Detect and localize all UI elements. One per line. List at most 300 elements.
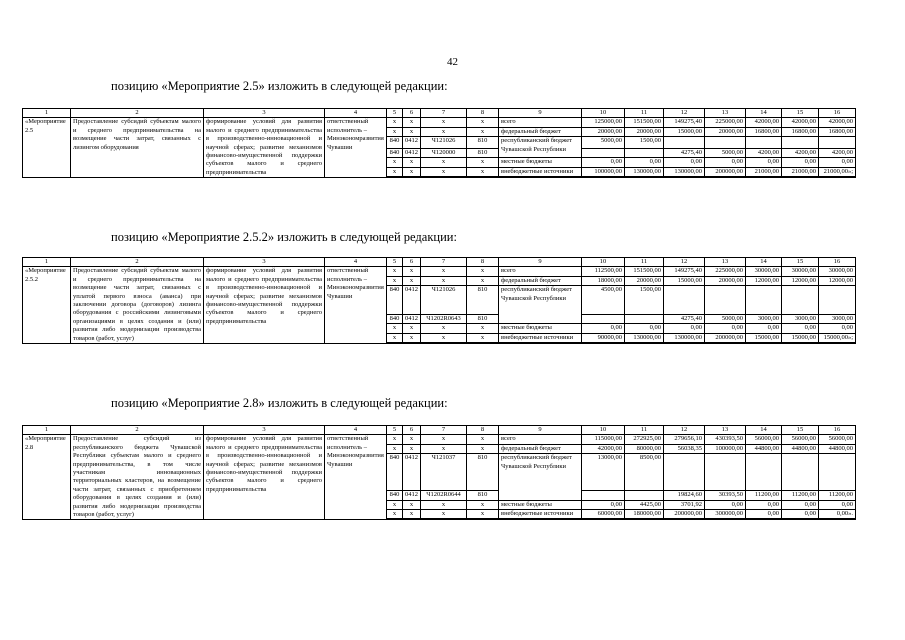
amount-cell: 4500,00 <box>582 286 625 315</box>
code-cell: x <box>421 444 467 453</box>
table-row <box>23 118 856 127</box>
amount-cell <box>819 137 856 149</box>
amount-cell: 5000,00 <box>705 149 746 158</box>
code-cell: Ч120000 <box>421 149 467 158</box>
empty-cell <box>625 177 664 178</box>
empty-cell <box>664 177 705 178</box>
amount-cell: 30000,00 <box>746 267 782 276</box>
amount-cell <box>705 454 746 491</box>
empty-cell <box>705 177 746 178</box>
amount-cell: 20000,00 <box>582 127 625 136</box>
empty-cell <box>782 177 819 178</box>
amount-cell: 200000,00 <box>705 333 746 342</box>
amount-cell: 11200,00 <box>746 491 782 500</box>
header-cell: 1 <box>23 109 71 118</box>
funding-source-cell: республиканский бюджет Чувашской Республики <box>499 454 582 500</box>
empty-cell <box>421 343 467 344</box>
measure-table <box>22 108 856 178</box>
amount-cell: 56000,00 <box>746 435 782 444</box>
empty-cell <box>705 519 746 520</box>
amount-cell: 0,00 <box>705 500 746 509</box>
header-cell: 5 <box>387 426 403 435</box>
amount-cell: 11200,00 <box>782 491 819 500</box>
header-cell: 5 <box>387 109 403 118</box>
header-cell: 14 <box>746 426 782 435</box>
amount-cell: 0,00 <box>819 324 856 333</box>
code-cell: x <box>403 435 421 444</box>
empty-cell <box>705 343 746 344</box>
amount-cell <box>746 454 782 491</box>
header-cell: 6 <box>403 109 421 118</box>
amount-cell: 100000,00 <box>705 444 746 453</box>
funding-source-cell: республиканский бюджет Чувашской Республики <box>499 137 582 158</box>
table-row <box>23 267 856 276</box>
header-row <box>23 258 856 267</box>
header-cell: 2 <box>71 109 204 118</box>
measure-goal-cell: формирование условий для развития малого и среднего предпринимательства в производственно-инновационной и научной сферах; развитие механизмов финансово-имущественной поддержки субъектов малого и среднего предпринимательства <box>204 267 325 344</box>
amount-cell: 125000,00 <box>582 118 625 127</box>
amount-cell <box>819 454 856 491</box>
heading-measure-2-5: позицию «Мероприятие 2.5» изложить в следующей редакции: <box>111 79 448 93</box>
amount-cell: 0,00 <box>664 324 705 333</box>
amount-cell: 4200,00 <box>782 149 819 158</box>
amount-cell: 112500,00 <box>582 267 625 276</box>
code-cell: x <box>421 333 467 342</box>
header-cell: 1 <box>23 258 71 267</box>
code-cell: x <box>387 167 403 176</box>
funding-source-cell: республиканский бюджет Чувашской Республики <box>499 286 582 324</box>
amount-cell <box>664 454 705 491</box>
code-cell: x <box>467 444 499 453</box>
code-cell: x <box>421 167 467 176</box>
code-cell: x <box>387 324 403 333</box>
code-cell: x <box>467 324 499 333</box>
amount-cell: 5000,00 <box>582 137 625 149</box>
header-cell: 9 <box>499 109 582 118</box>
amount-cell: 16800,00 <box>782 127 819 136</box>
amount-cell: 3701,92 <box>664 500 705 509</box>
code-cell: 0412 <box>403 286 421 315</box>
header-cell: 9 <box>499 258 582 267</box>
code-cell: 840 <box>387 149 403 158</box>
amount-cell: 115000,00 <box>582 435 625 444</box>
code-cell: x <box>421 276 467 285</box>
amount-cell: 130000,00 <box>664 333 705 342</box>
header-cell: 11 <box>625 109 664 118</box>
header-cell: 11 <box>625 258 664 267</box>
empty-cell <box>819 343 856 344</box>
amount-cell: 8500,00 <box>625 454 664 491</box>
amount-cell: 12000,00 <box>746 276 782 285</box>
empty-cell <box>782 519 819 520</box>
code-cell: x <box>403 158 421 167</box>
code-cell: x <box>387 500 403 509</box>
header-cell: 6 <box>403 258 421 267</box>
header-cell: 12 <box>664 258 705 267</box>
empty-cell <box>582 519 625 520</box>
amount-cell: 3000,00 <box>746 314 782 323</box>
amount-cell: 0,00 <box>625 158 664 167</box>
measure-table <box>22 257 856 344</box>
header-cell: 6 <box>403 426 421 435</box>
amount-cell: 0,00 <box>782 324 819 333</box>
funding-source-cell: всего <box>499 267 582 276</box>
amount-cell <box>582 314 625 323</box>
code-cell: x <box>403 333 421 342</box>
code-cell: x <box>387 333 403 342</box>
amount-cell: 225000,00 <box>705 118 746 127</box>
measure-description-cell: Предоставление субсидий субъектам малого и среднего предпринимательства на возмещение части затрат, связанных с уплатой первого взноса (аванса) при заключении договора (договоров) лизинга оборудования с российскими лизинговыми организациями в целях создания и (или) развития либо модернизации производства товаров (работ, услуг) <box>71 267 204 344</box>
code-cell: x <box>421 500 467 509</box>
code-cell: 810 <box>467 454 499 491</box>
code-cell: x <box>421 324 467 333</box>
amount-cell: 200000,00 <box>664 510 705 519</box>
code-cell: x <box>467 267 499 276</box>
code-cell: x <box>421 127 467 136</box>
amount-cell: 1500,00 <box>625 137 664 149</box>
code-cell: 0412 <box>403 454 421 491</box>
empty-cell <box>625 519 664 520</box>
header-cell: 10 <box>582 258 625 267</box>
amount-cell <box>705 286 746 315</box>
code-cell: x <box>421 118 467 127</box>
code-cell: x <box>421 510 467 519</box>
code-cell: x <box>467 118 499 127</box>
code-cell: x <box>387 510 403 519</box>
code-cell: x <box>403 127 421 136</box>
amount-cell: 56000,00 <box>819 435 856 444</box>
amount-cell: 430393,50 <box>705 435 746 444</box>
amount-cell: 300000,00 <box>705 510 746 519</box>
amount-cell: 0,00 <box>746 158 782 167</box>
code-cell: x <box>403 167 421 176</box>
code-cell: x <box>467 435 499 444</box>
header-cell: 7 <box>421 109 467 118</box>
measure-description-cell: Предоставление субсидий из республиканского бюджета Чувашской Республики субъектам малого и среднего предпринимательства, в том числе участникам инновационных территориальных кластеров, на возмещение части затрат, связанных с приобретением оборудования в целях создания и (или) развития либо модернизации производства товаров (работ, услуг) <box>71 435 204 520</box>
code-cell: x <box>467 158 499 167</box>
amount-cell: 15000,00 <box>664 276 705 285</box>
code-cell: 810 <box>467 491 499 500</box>
amount-cell: 272925,00 <box>625 435 664 444</box>
amount-cell: 130000,00 <box>664 167 705 176</box>
funding-source-cell: местные бюджеты <box>499 500 582 509</box>
funding-source-cell: внебюджетные источники <box>499 167 582 176</box>
amount-cell: 13000,00 <box>582 454 625 491</box>
amount-cell: 0,00 <box>819 158 856 167</box>
amount-cell: 30000,00 <box>782 267 819 276</box>
header-cell: 2 <box>71 258 204 267</box>
amount-cell: 4275,40 <box>664 314 705 323</box>
amount-cell: 12000,00 <box>819 276 856 285</box>
amount-cell: 56038,35 <box>664 444 705 453</box>
code-cell: 0412 <box>403 491 421 500</box>
empty-cell <box>625 343 664 344</box>
empty-cell <box>746 177 782 178</box>
executor-cell: ответственный исполнитель – Минэкономразвития Чувашии <box>325 267 387 344</box>
amount-cell: 151500,00 <box>625 118 664 127</box>
amount-cell: 0,00 <box>582 158 625 167</box>
header-row <box>23 109 856 118</box>
code-cell: Ч121037 <box>421 454 467 491</box>
empty-cell <box>782 343 819 344</box>
header-cell: 13 <box>705 426 746 435</box>
code-cell: Ч1202R0644 <box>421 491 467 500</box>
amount-cell: 42000,00 <box>582 444 625 453</box>
amount-cell: 4200,00 <box>819 149 856 158</box>
empty-cell <box>664 519 705 520</box>
empty-cell <box>819 519 856 520</box>
code-cell: x <box>403 324 421 333</box>
amount-cell: 0,00 <box>782 500 819 509</box>
code-cell: x <box>387 158 403 167</box>
amount-cell: 30000,00 <box>819 267 856 276</box>
code-cell: x <box>421 435 467 444</box>
code-cell: Ч1202R0643 <box>421 314 467 323</box>
empty-cell <box>387 177 403 178</box>
header-cell: 16 <box>819 258 856 267</box>
amount-cell: 130000,00 <box>625 333 664 342</box>
amount-cell <box>664 286 705 315</box>
header-cell: 3 <box>204 426 325 435</box>
header-cell: 16 <box>819 109 856 118</box>
amount-cell: 0,00 <box>625 324 664 333</box>
code-cell: 0412 <box>403 137 421 149</box>
heading-measure-2-8: позицию «Мероприятие 2.8» изложить в следующей редакции: <box>111 396 448 410</box>
empty-cell <box>499 343 582 344</box>
empty-cell <box>664 343 705 344</box>
amount-cell: 0,00 <box>746 510 782 519</box>
amount-cell: 44800,00 <box>746 444 782 453</box>
header-cell: 14 <box>746 109 782 118</box>
amount-cell: 151500,00 <box>625 267 664 276</box>
empty-cell <box>746 343 782 344</box>
code-cell: 840 <box>387 491 403 500</box>
funding-source-cell: всего <box>499 118 582 127</box>
amount-cell: 44800,00 <box>819 444 856 453</box>
header-cell: 8 <box>467 426 499 435</box>
code-cell: 810 <box>467 149 499 158</box>
amount-cell: 20000,00 <box>705 127 746 136</box>
amount-cell: 1500,00 <box>625 286 664 315</box>
amount-cell: 80000,00 <box>625 444 664 453</box>
header-cell: 2 <box>71 426 204 435</box>
code-cell: x <box>387 435 403 444</box>
code-cell: 840 <box>387 314 403 323</box>
amount-cell: 279656,10 <box>664 435 705 444</box>
header-cell: 5 <box>387 258 403 267</box>
amount-cell: 5000,00 <box>705 314 746 323</box>
amount-cell: 0,00 <box>782 510 819 519</box>
measure-table <box>22 425 856 520</box>
amount-cell: 149275,40 <box>664 118 705 127</box>
amount-cell: 20000,00 <box>625 276 664 285</box>
amount-cell: 180000,00 <box>625 510 664 519</box>
amount-cell: 130000,00 <box>625 167 664 176</box>
empty-cell <box>499 177 582 178</box>
header-cell: 8 <box>467 258 499 267</box>
amount-cell: 44800,00 <box>782 444 819 453</box>
code-cell: 810 <box>467 137 499 149</box>
code-cell: x <box>467 333 499 342</box>
amount-cell: 20000,00 <box>705 276 746 285</box>
code-cell: 0412 <box>403 314 421 323</box>
code-cell: x <box>467 127 499 136</box>
funding-source-cell: внебюджетные источники <box>499 333 582 342</box>
heading-measure-2-5-2: позицию «Мероприятие 2.5.2» изложить в следующей редакции: <box>111 230 457 244</box>
empty-cell <box>403 519 421 520</box>
amount-cell: 0,00 <box>582 500 625 509</box>
executor-cell: ответственный исполнитель – Минэкономразвития Чувашии <box>325 435 387 520</box>
amount-cell: 20000,00 <box>625 127 664 136</box>
measure-id-cell: «Мероприятие 2.5 <box>23 118 71 178</box>
header-cell: 15 <box>782 109 819 118</box>
amount-cell: 4200,00 <box>746 149 782 158</box>
header-row <box>23 426 856 435</box>
amount-cell: 0,00 <box>664 158 705 167</box>
code-cell: 840 <box>387 454 403 491</box>
amount-cell: 60000,00 <box>582 510 625 519</box>
amount-cell <box>625 314 664 323</box>
amount-cell: 18000,00 <box>582 276 625 285</box>
empty-cell <box>403 177 421 178</box>
amount-cell: 100000,00 <box>582 167 625 176</box>
header-cell: 10 <box>582 426 625 435</box>
funding-source-cell: всего <box>499 435 582 444</box>
code-cell: 0412 <box>403 149 421 158</box>
funding-source-cell: местные бюджеты <box>499 324 582 333</box>
amount-cell: 15000,00 <box>782 333 819 342</box>
amount-cell: 30393,50 <box>705 491 746 500</box>
amount-cell: 90000,00 <box>582 333 625 342</box>
amount-cell: 0,00 <box>746 324 782 333</box>
header-cell: 7 <box>421 426 467 435</box>
empty-cell <box>387 519 403 520</box>
amount-cell: 149275,40 <box>664 267 705 276</box>
measure-description-cell: Предоставление субсидий субъектам малого и среднего предпринимательства на возмещение части затрат, связанных с лизингом оборудования <box>71 118 204 178</box>
amount-cell: 0,00 <box>582 324 625 333</box>
amount-cell: 21000,00»; <box>819 167 856 176</box>
table-row <box>23 435 856 444</box>
amount-cell: 42000,00 <box>782 118 819 127</box>
funding-source-cell: федеральный бюджет <box>499 276 582 285</box>
code-cell: Ч121026 <box>421 137 467 149</box>
amount-cell <box>582 149 625 158</box>
header-cell: 13 <box>705 258 746 267</box>
measure-id-cell: «Мероприятие 2.5.2 <box>23 267 71 344</box>
header-cell: 12 <box>664 109 705 118</box>
empty-cell <box>467 343 499 344</box>
amount-cell: 42000,00 <box>746 118 782 127</box>
header-cell: 4 <box>325 426 387 435</box>
page-number: 42 <box>447 56 458 68</box>
header-cell: 9 <box>499 426 582 435</box>
code-cell: x <box>403 444 421 453</box>
amount-cell: 0,00 <box>746 500 782 509</box>
amount-cell: 0,00». <box>819 510 856 519</box>
amount-cell: 42000,00 <box>819 118 856 127</box>
empty-cell <box>499 519 582 520</box>
header-cell: 14 <box>746 258 782 267</box>
amount-cell <box>705 137 746 149</box>
amount-cell <box>782 286 819 315</box>
amount-cell: 11200,00 <box>819 491 856 500</box>
header-cell: 10 <box>582 109 625 118</box>
header-cell: 12 <box>664 426 705 435</box>
header-cell: 8 <box>467 109 499 118</box>
code-cell: x <box>403 510 421 519</box>
header-cell: 15 <box>782 426 819 435</box>
amount-cell: 0,00 <box>705 158 746 167</box>
code-cell: 810 <box>467 286 499 315</box>
code-cell: x <box>421 158 467 167</box>
code-cell: x <box>387 444 403 453</box>
code-cell: x <box>403 267 421 276</box>
header-cell: 13 <box>705 109 746 118</box>
amount-cell: 200000,00 <box>705 167 746 176</box>
amount-cell <box>782 454 819 491</box>
code-cell: x <box>387 127 403 136</box>
amount-cell: 0,00 <box>819 500 856 509</box>
code-cell: Ч121026 <box>421 286 467 315</box>
code-cell: x <box>467 167 499 176</box>
amount-cell: 3000,00 <box>782 314 819 323</box>
empty-cell <box>746 519 782 520</box>
header-cell: 4 <box>325 258 387 267</box>
amount-cell: 15000,00 <box>664 127 705 136</box>
empty-cell <box>421 177 467 178</box>
code-cell: 840 <box>387 286 403 315</box>
header-cell: 3 <box>204 258 325 267</box>
amount-cell <box>664 137 705 149</box>
header-cell: 4 <box>325 109 387 118</box>
code-cell: x <box>387 267 403 276</box>
amount-cell: 15000,00 <box>746 333 782 342</box>
code-cell: x <box>387 118 403 127</box>
header-cell: 15 <box>782 258 819 267</box>
amount-cell: 21000,00 <box>746 167 782 176</box>
amount-cell <box>625 491 664 500</box>
code-cell: 840 <box>387 137 403 149</box>
amount-cell: 12000,00 <box>782 276 819 285</box>
executor-cell: ответственный исполнитель – Минэкономразвития Чувашии <box>325 118 387 178</box>
empty-cell <box>403 343 421 344</box>
funding-source-cell: федеральный бюджет <box>499 444 582 453</box>
amount-cell <box>625 149 664 158</box>
code-cell: x <box>403 276 421 285</box>
amount-cell <box>819 286 856 315</box>
header-cell: 1 <box>23 426 71 435</box>
code-cell: x <box>467 510 499 519</box>
amount-cell: 16800,00 <box>819 127 856 136</box>
amount-cell <box>746 286 782 315</box>
empty-cell <box>582 177 625 178</box>
code-cell: x <box>387 276 403 285</box>
empty-cell <box>819 177 856 178</box>
amount-cell: 19824,60 <box>664 491 705 500</box>
funding-source-cell: федеральный бюджет <box>499 127 582 136</box>
amount-cell <box>746 137 782 149</box>
empty-cell <box>387 343 403 344</box>
amount-cell: 21000,00 <box>782 167 819 176</box>
amount-cell: 4275,40 <box>664 149 705 158</box>
amount-cell: 0,00 <box>782 158 819 167</box>
measure-goal-cell: формирование условий для развития малого и среднего предпринимательства в производственно-инновационной и научной сферах; развитие механизмов финансово-имущественной поддержки субъектов малого и среднего предпринимательства <box>204 118 325 178</box>
empty-cell <box>467 177 499 178</box>
amount-cell: 4425,00 <box>625 500 664 509</box>
measure-id-cell: «Мероприятие 2.8 <box>23 435 71 520</box>
header-cell: 7 <box>421 258 467 267</box>
code-cell: 810 <box>467 314 499 323</box>
